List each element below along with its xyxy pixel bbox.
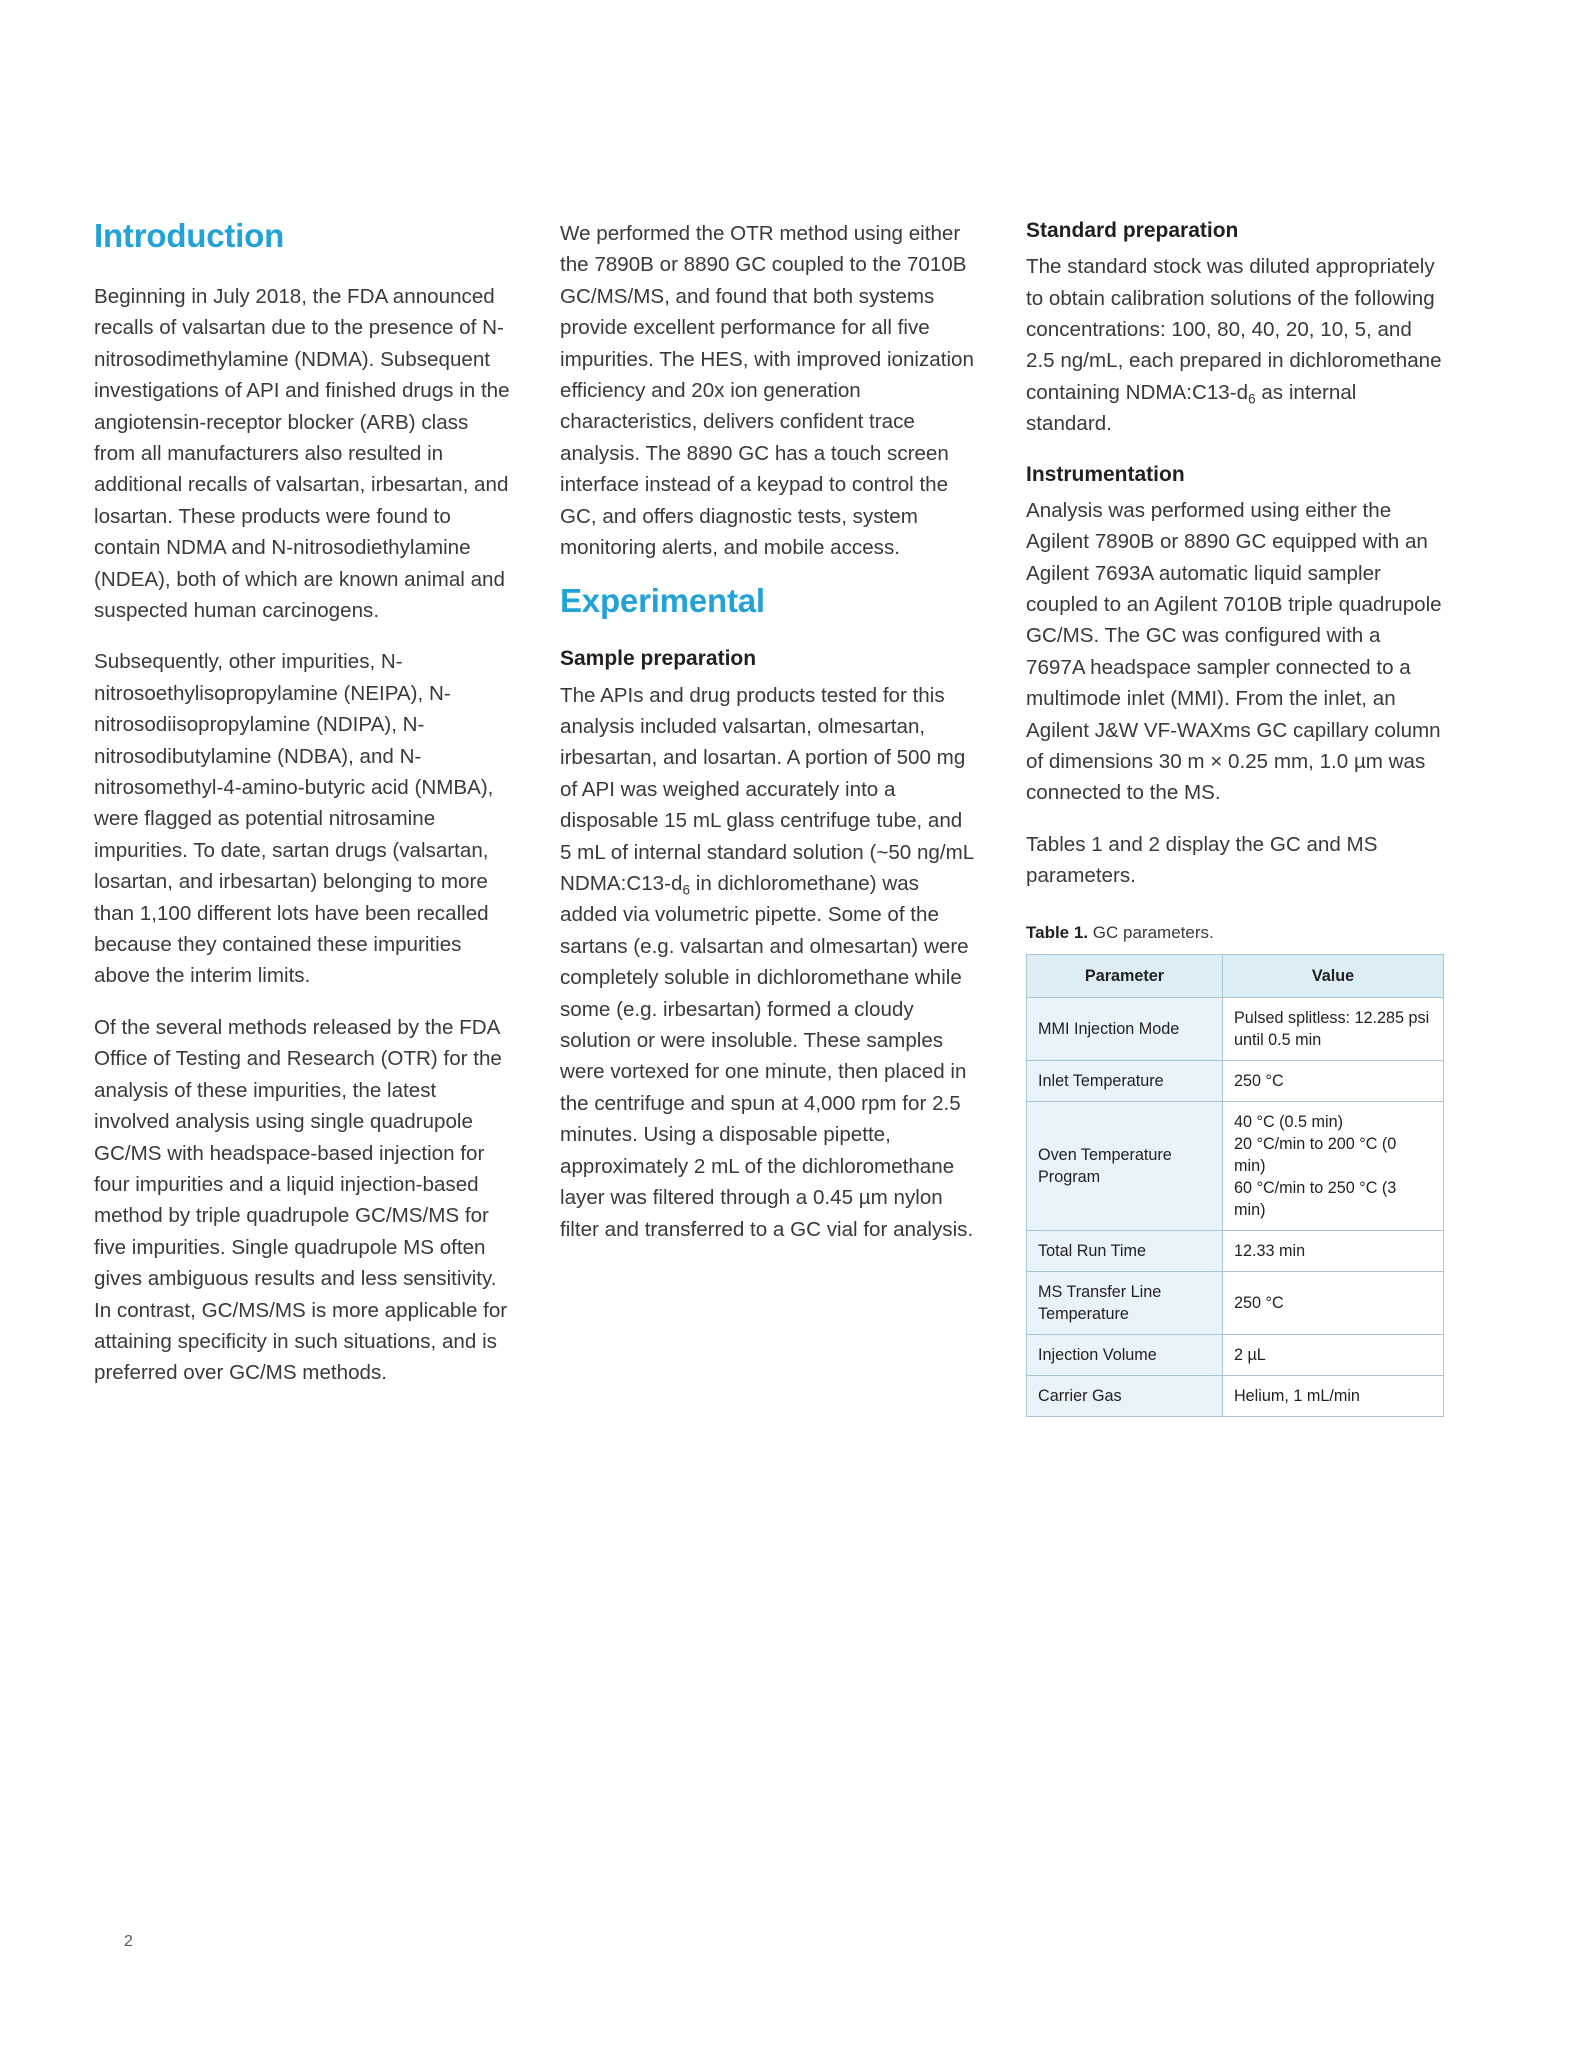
standard-prep-text-part2: as internal standard. xyxy=(1026,380,1357,436)
table-cell-parameter: MS Transfer Line Temperature xyxy=(1027,1271,1223,1334)
table-cell-value-line: Pulsed splitless: 12.285 psi xyxy=(1233,1008,1430,1027)
table-cell-value-line: 40 °C (0.5 min) xyxy=(1233,1112,1344,1131)
table-cell-value xyxy=(1222,1230,1443,1271)
table-header-value: Value xyxy=(1222,954,1443,997)
table-row xyxy=(1027,1334,1444,1375)
column-left xyxy=(94,218,512,1417)
table-cell-value xyxy=(1222,997,1443,1060)
table-cell-value-lines xyxy=(1234,1240,1432,1262)
table-cell-value-lines xyxy=(1234,1344,1432,1366)
paragraph-instrumentation-1: Analysis was performed using either the Agilent 7890B or 8890 GC equipped with an Agilent 7693A automatic liquid sampler coupled to an Agilent 7010B triple quadrupole GC/MS. The GC was configured with a 7697A headspace sampler connected to a multimode inlet (MMI). From the inlet, an Agilent J&W VF-WAXms GC capillary column of dimensions 30 m × 0.25 mm, 1.0 µm was connected to the MS. xyxy=(1026,498,1442,805)
section-title-experimental: Experimental xyxy=(560,582,765,620)
table-cell-value-lines xyxy=(1234,1007,1432,1051)
table-gc-parameters xyxy=(1026,954,1444,1417)
table-cell-value xyxy=(1222,1375,1443,1416)
table-row xyxy=(1027,1060,1444,1101)
paragraph-otr-method: We performed the OTR method using either the 7890B or 8890 GC coupled to the 7010B GC/MS/MS, and found that both systems provide excellent performance for all five impurities. The HES, with improved ionization efficiency and 20x ion generation characteristics, delivers confident trace analysis. The 8890 GC has a touch screen interface instead of a keypad to control the GC, and offers diagnostic tests, system monitoring alerts, and mobile access. xyxy=(560,222,974,560)
table-body xyxy=(1027,997,1444,1416)
sample-prep-subscript: 6 xyxy=(682,882,691,898)
subheading-instrumentation: Instrumentation xyxy=(1026,462,1185,486)
paragraph-standard-preparation xyxy=(1026,251,1444,439)
table-header-parameter: Parameter xyxy=(1027,954,1223,997)
table-cell-value-line: 12.33 min xyxy=(1233,1241,1306,1260)
table-cell-value xyxy=(1222,1060,1443,1101)
three-column-layout xyxy=(94,218,1494,1417)
table1-caption-text: GC parameters. xyxy=(1092,922,1214,942)
table-cell-value-line: 60 °C/min to 250 °C (3 min) xyxy=(1233,1178,1397,1219)
table-row xyxy=(1027,997,1444,1060)
standard-prep-subscript: 6 xyxy=(1248,391,1256,407)
paragraph-intro-3: Of the several methods released by the FDA Office of Testing and Research (OTR) for the analysis of these impurities, the latest involved analysis using single quadrupole GC/MS with headspace-based injection for four impurities and a liquid injection-based method by triple quadrupole GC/MS/MS for five impurities. Single quadrupole MS often gives ambiguous results and less sensitivity. In contrast, GC/MS/MS is more applicable for attaining specificity in such situations, and is preferred over GC/MS methods. xyxy=(94,1015,508,1385)
table-cell-value xyxy=(1222,1271,1443,1334)
standard-prep-text-part1: The standard stock was diluted appropriately to obtain calibration solutions of the following concentrations: 100, 80, 40, 20, 10, 5, and 2.5 ng/mL, each prepared in dichloromethane containing NDMA:C13-d xyxy=(1026,255,1442,404)
page-number: 2 xyxy=(124,1933,133,1950)
table-cell-parameter: Total Run Time xyxy=(1027,1230,1223,1271)
subheading-standard-preparation: Standard preparation xyxy=(1026,219,1239,242)
table-cell-value-lines xyxy=(1234,1385,1432,1407)
table-cell-value-line: 20 °C/min to 200 °C (0 min) xyxy=(1233,1134,1397,1175)
table-row xyxy=(1027,1101,1444,1230)
paragraph-sample-preparation xyxy=(560,680,978,1245)
sample-prep-text-part2: in dichloromethane) was added via volumetric pipette. Some of the sartans (e.g. valsartan and olmesartan) were completely soluble in dichloromethane while some (e.g. irbesartan) formed a cloudy solution or were insoluble. These samples were vortexed for one minute, then placed in the centrifuge and spun at 4,000 rpm for 2.5 minutes. Using a disposable pipette, approximately 2 mL of the dichloromethane layer was filtered through a 0.45 µm nylon filter and transferred to a GC vial for analysis. xyxy=(560,872,974,1241)
column-middle xyxy=(560,218,978,1417)
column-right xyxy=(1026,218,1444,1417)
table-cell-parameter: MMI Injection Mode xyxy=(1027,997,1223,1060)
table-cell-value-line: until 0.5 min xyxy=(1233,1030,1322,1049)
table-row xyxy=(1027,1230,1444,1271)
table-row xyxy=(1027,1271,1444,1334)
sample-prep-text-part1: The APIs and drug products tested for this analysis included valsartan, olmesartan, irbesartan, and losartan. A portion of 500 mg of API was weighed accurately into a disposable 15 mL glass centrifuge tube, and 5 mL of internal standard solution (~50 ng/mL NDMA:C13-d xyxy=(560,683,974,896)
paragraph-intro-2: Subsequently, other impurities, N-nitrosoethylisopropylamine (NEIPA), N-nitrosodiisopropylamine (NDIPA), N-nitrosodibutylamine (NDBA), and N-nitrosomethyl-4-amino-butyric acid (NMBA), were flagged as potential nitrosamine impurities. To date, sartan drugs (valsartan, losartan, and irbesartan) belonging to more than 1,100 different lots have been recalled because they contained these impurities above the interim limits. xyxy=(94,650,494,988)
table-cell-value xyxy=(1222,1101,1443,1230)
table1-caption-label: Table 1. xyxy=(1026,922,1089,942)
table-cell-value-line: 2 µL xyxy=(1233,1345,1266,1364)
table-cell-value-lines xyxy=(1234,1111,1432,1221)
paragraph-intro-1: Beginning in July 2018, the FDA announced recalls of valsartan due to the presence of N-nitrosodimethylamine (NDMA). Subsequent investigations of API and finished drugs in the angiotensin-receptor blocker (ARB) class from all manufacturers also resulted in additional recalls of valsartan, irbesartan, and losartan. These products were found to contain NDMA and N-nitrosodiethylamine (NDEA), both of which are known animal and suspected human carcinogens. xyxy=(94,284,510,623)
table-cell-parameter: Inlet Temperature xyxy=(1027,1060,1223,1101)
table1-caption xyxy=(1026,922,1444,944)
table-row xyxy=(1027,1375,1444,1416)
table-cell-value-line: Helium, 1 mL/min xyxy=(1233,1386,1360,1405)
table-cell-parameter: Oven Temperature Program xyxy=(1027,1101,1223,1230)
subheading-sample-preparation: Sample preparation xyxy=(560,647,757,671)
table-cell-value-lines xyxy=(1234,1292,1432,1314)
table-cell-value-lines xyxy=(1234,1070,1432,1092)
table-cell-value-line: 250 °C xyxy=(1233,1071,1284,1090)
table-cell-value xyxy=(1222,1334,1443,1375)
page-title-introduction: Introduction xyxy=(94,217,285,254)
table-cell-parameter: Carrier Gas xyxy=(1027,1375,1223,1416)
paragraph-instrumentation-2: Tables 1 and 2 display the GC and MS parameters. xyxy=(1026,832,1378,888)
table-cell-parameter: Injection Volume xyxy=(1027,1334,1223,1375)
table-header-row xyxy=(1027,954,1444,997)
table-cell-value-line: 250 °C xyxy=(1233,1293,1284,1312)
